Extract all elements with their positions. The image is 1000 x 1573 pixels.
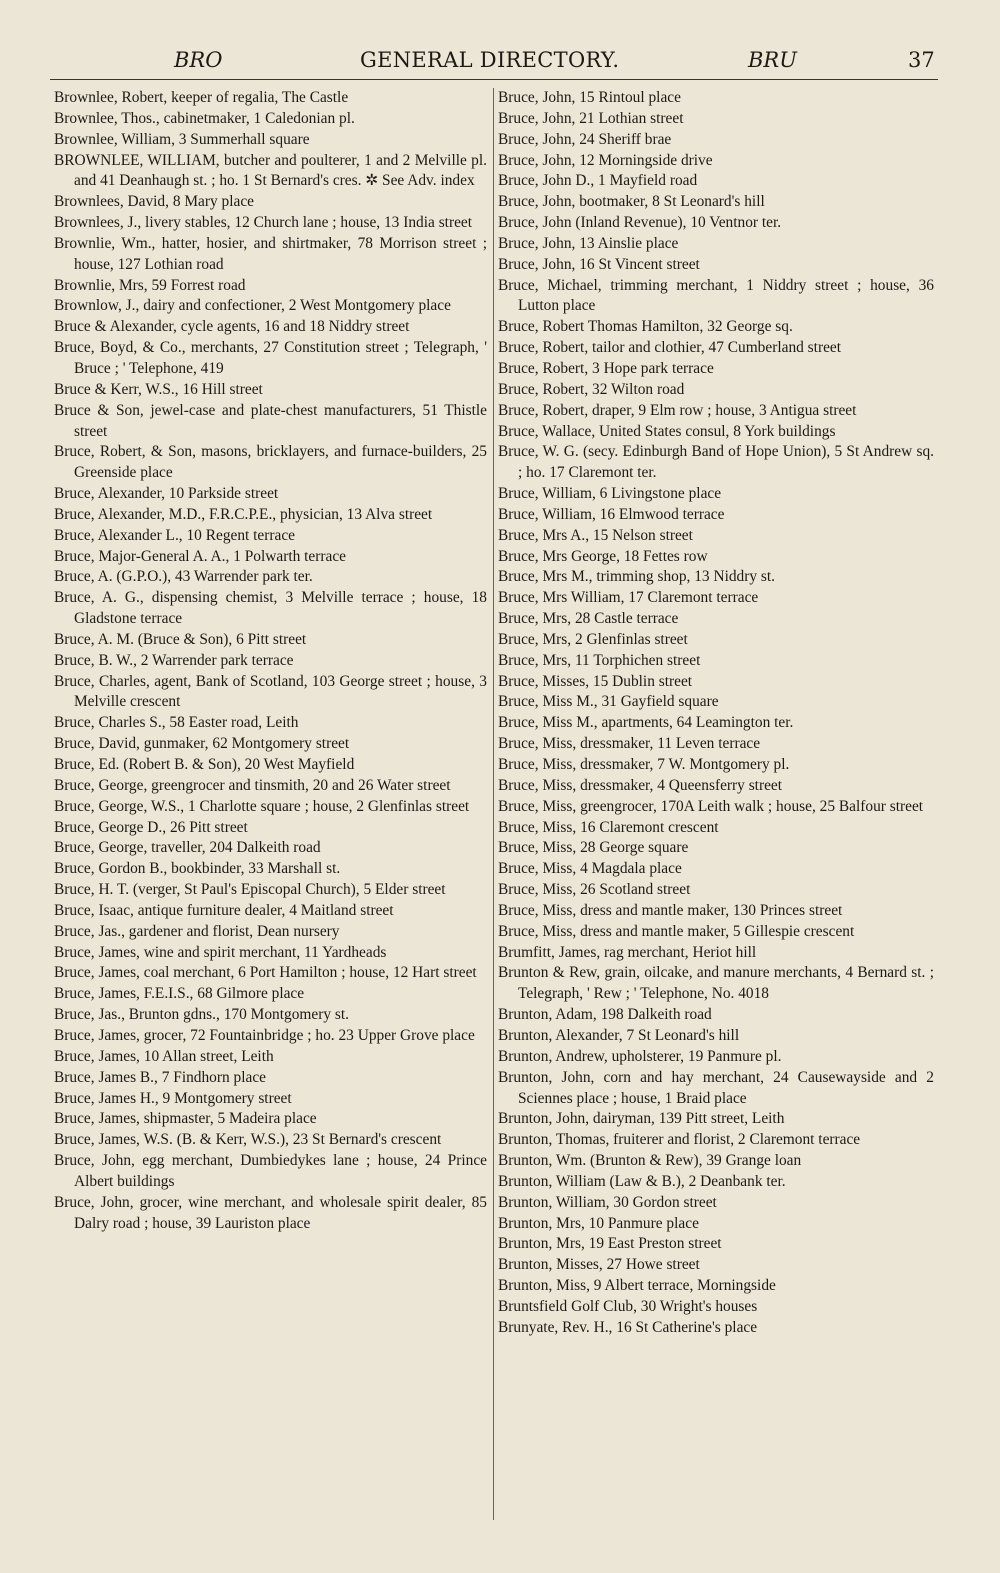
- directory-entry: Bruce, Miss, dressmaker, 7 W. Montgomery pl.: [498, 756, 790, 773]
- directory-entry: Bruce, Robert Thomas Hamilton, 32 George sq.: [498, 318, 793, 336]
- directory-entry: Bruce & Son, jewel-case and plate-chest manufacturers, 51 Thistle street: [54, 401, 487, 440]
- directory-entry: Bruce, Miss, 28 George square: [498, 839, 689, 857]
- directory-entry: Bruce, John, egg merchant, Dumbiedykes lane ; house, 24 Prince Albert buildings: [54, 1152, 487, 1190]
- directory-entry: Bruce, Miss, dress and mantle maker, 5 Gillespie crescent: [498, 922, 855, 940]
- directory-entry: Bruce, James H., 9 Montgomery street: [54, 1089, 292, 1107]
- directory-entry: Bruce, Misses, 15 Dublin street: [498, 672, 693, 690]
- directory-entry: Bruce, Boyd, & Co., merchants, 27 Constitution street ; Telegraph, ' Bruce ; ' Telephone, 419: [54, 339, 487, 377]
- directory-entry: Brunton, Miss, 9 Albert terrace, Morningside: [498, 1277, 776, 1295]
- directory-entry: Bruce, John (Inland Revenue), 10 Ventnor ter.: [498, 214, 782, 232]
- directory-entry: Bruce, Miss, greengrocer, 170A Leith walk ; house, 25 Balfour street: [498, 797, 924, 815]
- directory-entry: Bruce, Mrs, 11 Torphichen street: [498, 651, 701, 669]
- directory-entry: Bruce, A. M. (Bruce & Son), 6 Pitt street: [54, 630, 307, 648]
- directory-entry: Bruce, Miss, 26 Scotland street: [498, 881, 691, 899]
- directory-entry: Bruce, Mrs George, 18 Fettes row: [498, 547, 708, 565]
- header-left-abbrev: BRO: [174, 48, 223, 72]
- directory-entry: Bruce, Robert, tailor and clothier, 47 Cumberland street: [498, 339, 842, 357]
- directory-entry: Brumfitt, James, rag merchant, Heriot hill: [498, 943, 757, 961]
- directory-entry: Brunton, William, 30 Gordon street: [498, 1193, 717, 1211]
- directory-entry: Bruce, John, 15 Rintoul place: [498, 89, 681, 106]
- directory-entry: Brownlee, Robert, keeper of regalia, The Castle: [54, 89, 349, 106]
- directory-entry: Bruce, Jas., gardener and florist, Dean nursery: [54, 922, 340, 940]
- directory-entry: Bruce, Charles S., 58 Easter road, Leith: [54, 714, 299, 732]
- directory-entry: Bruce, Miss, dress and mantle maker, 130 Princes street: [498, 901, 843, 919]
- directory-entry: Bruce, John, 16 St Vincent street: [498, 255, 700, 273]
- directory-entry: Bruce, George, greengrocer and tinsmith, 20 and 26 Water street: [54, 776, 451, 794]
- directory-entry: Brunton, Alexander, 7 St Leonard's hill: [498, 1026, 740, 1044]
- directory-entry: Brownlee, Thos., cabinetmaker, 1 Caledonian pl.: [54, 109, 355, 127]
- directory-entry: Bruce, John, bootmaker, 8 St Leonard's hill: [498, 193, 765, 211]
- directory-entry: Bruce, John D., 1 Mayfield road: [498, 172, 698, 190]
- directory-entry: Bruce, Mrs M., trimming shop, 13 Niddry st.: [498, 568, 776, 586]
- directory-entry: Brunton, William (Law & B.), 2 Deanbank ter.: [498, 1172, 786, 1190]
- directory-entry: Brownlie, Wm., hatter, hosier, and shirtmaker, 78 Morrison street ; house, 127 Lothian road: [54, 234, 487, 273]
- directory-entry: Brunton, Mrs, 19 East Preston street: [498, 1235, 722, 1253]
- directory-entry: Brunton, Misses, 27 Howe street: [498, 1256, 700, 1274]
- directory-entry: Bruce & Alexander, cycle agents, 16 and 18 Niddry street: [54, 318, 410, 336]
- directory-entry: Bruce, Miss, dressmaker, 11 Leven terrace: [498, 735, 761, 753]
- directory-entry: Brunton, Wm. (Brunton & Rew), 39 Grange loan: [498, 1152, 802, 1170]
- directory-entry: Brunton, Thomas, fruiterer and florist, 2 Claremont terrace: [498, 1131, 861, 1149]
- directory-entry: Bruce, William, 16 Elmwood terrace: [498, 505, 725, 523]
- directory-entry: Bruce, William, 6 Livingstone place: [498, 485, 722, 503]
- directory-entry: Bruce, Michael, trimming merchant, 1 Niddry street ; house, 36 Lutton place: [498, 276, 934, 315]
- directory-entry: Bruce, Miss M., apartments, 64 Leamington ter.: [498, 714, 794, 732]
- directory-entry: Bruce, Miss, 4 Magdala place: [498, 860, 682, 878]
- directory-entry: Bruce, Mrs A., 15 Nelson street: [498, 526, 693, 544]
- directory-entry: Bruce, Robert, 3 Hope park terrace: [498, 359, 714, 377]
- directory-entry: Bruce, James, F.E.I.S., 68 Gilmore place: [54, 985, 305, 1003]
- directory-entry: Bruce, Alexander, M.D., F.R.C.P.E., physician, 13 Alva street: [54, 505, 433, 523]
- directory-entry: Brownlee, William, 3 Summerhall square: [54, 130, 310, 148]
- directory-entry: Brownlees, J., livery stables, 12 Church lane ; house, 13 India street: [54, 214, 473, 232]
- directory-entry: Bruce, John, grocer, wine merchant, and wholesale spirit dealer, 85 Dalry road ; house, 39 Lauriston place: [54, 1193, 487, 1232]
- directory-entry: Bruce, James, shipmaster, 5 Madeira place: [54, 1110, 317, 1128]
- directory-entry: Brownlie, Mrs, 59 Forrest road: [54, 276, 246, 294]
- directory-entry: Bruce, B. W., 2 Warrender park terrace: [54, 651, 294, 669]
- directory-entry: Bruce, David, gunmaker, 62 Montgomery street: [54, 735, 350, 753]
- directory-entry: Bruce, Ed. (Robert B. & Son), 20 West Mayfield: [54, 756, 355, 773]
- column-divider: [493, 88, 494, 1520]
- directory-entry: Bruce, Major-General A. A., 1 Polwarth terrace: [54, 547, 347, 565]
- directory-entry: Bruce, H. T. (verger, St Paul's Episcopal Church), 5 Elder street: [54, 881, 446, 899]
- directory-entry: Bruce, Alexander, 10 Parkside street: [54, 485, 279, 503]
- directory-entry: Bruce, Alexander L., 10 Regent terrace: [54, 526, 296, 544]
- directory-entry: Bruce, Wallace, United States consul, 8 York buildings: [498, 422, 836, 440]
- directory-entry: Bruce, George, W.S., 1 Charlotte square ; house, 2 Glenfinlas street: [54, 797, 470, 815]
- directory-entry: Brownlow, J., dairy and confectioner, 2 West Montgomery place: [54, 297, 451, 315]
- right-column: [498, 88, 934, 1339]
- directory-entry: Bruce, James, W.S. (B. & Kerr, W.S.), 23 St Bernard's crescent: [54, 1131, 442, 1149]
- directory-entry: Bruce, A. G., dispensing chemist, 3 Melville terrace ; house, 18 Gladstone terrace: [54, 589, 487, 628]
- directory-entry: Bruce, Mrs, 2 Glenfinlas street: [498, 630, 688, 648]
- directory-entry: Bruce & Kerr, W.S., 16 Hill street: [54, 380, 263, 398]
- directory-entry: Bruce, John, 13 Ainslie place: [498, 234, 679, 252]
- directory-entry: Bruce, James B., 7 Findhorn place: [54, 1068, 267, 1086]
- directory-entry: Bruce, Robert, 32 Wilton road: [498, 380, 685, 398]
- header-right-abbrev: BRU: [748, 48, 797, 72]
- directory-entry: Bruce, James, coal merchant, 6 Port Hamilton ; house, 12 Hart street: [54, 964, 477, 982]
- directory-entry: Bruce, James, wine and spirit merchant, 11 Yardheads: [54, 943, 387, 961]
- directory-entry: Bruce, John, 21 Lothian street: [498, 109, 684, 127]
- header-rule: [50, 79, 938, 80]
- directory-entry: Bruce, Robert, draper, 9 Elm row ; house, 3 Antigua street: [498, 401, 857, 419]
- directory-entry: Bruce, James, grocer, 72 Fountainbridge ; ho. 23 Upper Grove place: [54, 1026, 475, 1044]
- directory-entry: Brownlees, David, 8 Mary place: [54, 193, 255, 211]
- directory-entry: Bruce, Miss M., 31 Gayfield square: [498, 693, 719, 711]
- directory-entry: Brunton, Adam, 198 Dalkeith road: [498, 1006, 712, 1024]
- directory-entry: Bruce, Gordon B., bookbinder, 33 Marshall st.: [54, 860, 341, 878]
- directory-entry: Bruce, George, traveller, 204 Dalkeith road: [54, 839, 321, 857]
- directory-entry: Brunton, Andrew, upholsterer, 19 Panmure pl.: [498, 1047, 782, 1065]
- directory-entry: Bruce, Mrs, 28 Castle terrace: [498, 610, 679, 628]
- page-number: 37: [908, 48, 935, 72]
- directory-entry: Bruce, John, 12 Morningside drive: [498, 151, 713, 169]
- directory-entry: Bruntsfield Golf Club, 30 Wright's houses: [498, 1297, 758, 1315]
- directory-entry: BROWNLEE, WILLIAM, butcher and poulterer, 1 and 2 Melville pl. and 41 Deanhaugh st. ; ho. 1 St Bernard's cres. ✲ See Adv. index: [54, 151, 487, 190]
- directory-entry: Bruce, Jas., Brunton gdns., 170 Montgomery st.: [54, 1006, 349, 1024]
- directory-entry: Brunyate, Rev. H., 16 St Catherine's place: [498, 1318, 758, 1336]
- directory-entry: Bruce, A. (G.P.O.), 43 Warrender park ter.: [54, 568, 313, 586]
- directory-entry: Bruce, Mrs William, 17 Claremont terrace: [498, 589, 759, 607]
- left-column: [54, 88, 487, 1234]
- directory-entry: Bruce, George D., 26 Pitt street: [54, 818, 248, 836]
- directory-entry: Bruce, W. G. (secy. Edinburgh Band of Hope Union), 5 St Andrew sq. ; ho. 17 Claremont ter.: [498, 443, 934, 482]
- directory-entry: Bruce, Isaac, antique furniture dealer, 4 Maitland street: [54, 901, 394, 919]
- directory-entry: Brunton, John, dairyman, 139 Pitt street, Leith: [498, 1110, 785, 1128]
- directory-entry: Bruce, Miss, dressmaker, 4 Queensferry street: [498, 776, 783, 794]
- directory-entry: Brunton & Rew, grain, oilcake, and manure merchants, 4 Bernard st. ; Telegraph, ' Rew ; ' Telephone, No. 4018: [498, 964, 934, 1003]
- directory-entry: Brunton, John, corn and hay merchant, 24 Causewayside and 2 Sciennes place ; house, 1 Braid place: [498, 1068, 934, 1107]
- directory-entry: Bruce, Charles, agent, Bank of Scotland, 103 George street ; house, 3 Melville crescent: [54, 672, 487, 711]
- header-title: GENERAL DIRECTORY.: [360, 48, 620, 72]
- directory-entry: Bruce, John, 24 Sheriff brae: [498, 130, 672, 148]
- directory-entry: Bruce, Miss, 16 Claremont crescent: [498, 818, 719, 836]
- directory-entry: Brunton, Mrs, 10 Panmure place: [498, 1214, 699, 1232]
- directory-entry: Bruce, James, 10 Allan street, Leith: [54, 1047, 274, 1065]
- directory-entry: Bruce, Robert, & Son, masons, bricklayers, and furnace-builders, 25 Greenside place: [54, 443, 487, 482]
- page-header: [0, 48, 1000, 78]
